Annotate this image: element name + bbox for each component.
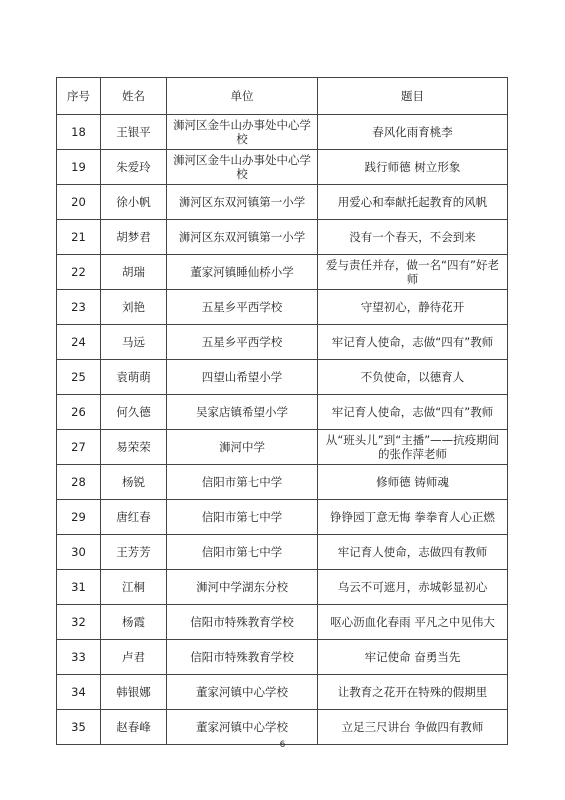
cell-unit: 信阳市第七中学: [167, 465, 318, 500]
cell-name: 胡瑞: [101, 255, 167, 290]
cell-number: 27: [57, 430, 101, 465]
cell-unit: 浉河区金牛山办事处中心学校: [167, 150, 318, 185]
cell-title: 从“班头儿”到“主播”——抗疫期间的张作萍老师: [318, 430, 508, 465]
cell-number: 24: [57, 325, 101, 360]
cell-unit: 董家河镇睡仙桥小学: [167, 255, 318, 290]
cell-name: 何久德: [101, 395, 167, 430]
cell-title: 乌云不可遮月，赤城彰显初心: [318, 570, 508, 605]
cell-title: 牢记使命 奋勇当先: [318, 640, 508, 675]
cell-title: 牢记育人使命，志做“四有”教师: [318, 325, 508, 360]
cell-name: 江桐: [101, 570, 167, 605]
table-row: [57, 255, 508, 290]
table-row: [57, 395, 508, 430]
cell-number: 30: [57, 535, 101, 570]
cell-number: 18: [57, 115, 101, 150]
cell-name: 朱爱玲: [101, 150, 167, 185]
cell-title: 呕心沥血化春雨 平凡之中见伟大: [318, 605, 508, 640]
cell-unit: 信阳市特殊教育学校: [167, 605, 318, 640]
cell-title: 春风化雨育桃李: [318, 115, 508, 150]
cell-title: 牢记育人使命，志做“四有”教师: [318, 395, 508, 430]
table-row: [57, 430, 508, 465]
table-row: [57, 640, 508, 675]
cell-unit: 信阳市第七中学: [167, 500, 318, 535]
table-header-row: [57, 78, 508, 115]
cell-name: 王银平: [101, 115, 167, 150]
cell-unit: 吴家店镇希望小学: [167, 395, 318, 430]
cell-title: 修师德 铸师魂: [318, 465, 508, 500]
cell-unit: 浉河中学: [167, 430, 318, 465]
cell-name: 王芳芳: [101, 535, 167, 570]
table-row: [57, 115, 508, 150]
cell-unit: 董家河镇中心学校: [167, 710, 318, 745]
table-row: [57, 360, 508, 395]
cell-unit: 浉河区金牛山办事处中心学校: [167, 115, 318, 150]
cell-number: 33: [57, 640, 101, 675]
cell-unit: 信阳市第七中学: [167, 535, 318, 570]
page-number: 6: [279, 740, 286, 750]
cell-unit: 信阳市特殊教育学校: [167, 640, 318, 675]
cell-name: 袁萌萌: [101, 360, 167, 395]
cell-name: 唐红春: [101, 500, 167, 535]
cell-name: 刘艳: [101, 290, 167, 325]
cell-number: 26: [57, 395, 101, 430]
cell-title: 不负使命，以德育人: [318, 360, 508, 395]
cell-number: 20: [57, 185, 101, 220]
cell-title: 没有一个春天，不会到来: [318, 220, 508, 255]
cell-unit: 五星乡平西学校: [167, 325, 318, 360]
table-row: [57, 185, 508, 220]
cell-title: 立足三尺讲台 争做四有教师: [318, 710, 508, 745]
cell-title: 践行师德 树立形象: [318, 150, 508, 185]
header-number: 序号: [57, 78, 101, 115]
header-name: 姓名: [101, 78, 167, 115]
cell-name: 韩银娜: [101, 675, 167, 710]
table-row: [57, 290, 508, 325]
cell-title: 让教育之花开在特殊的假期里: [318, 675, 508, 710]
cell-number: 23: [57, 290, 101, 325]
cell-number: 19: [57, 150, 101, 185]
cell-title: 守望初心，静待花开: [318, 290, 508, 325]
cell-name: 赵春峰: [101, 710, 167, 745]
table-body: [57, 115, 508, 745]
cell-number: 28: [57, 465, 101, 500]
cell-title: 牢记育人使命，志做四有教师: [318, 535, 508, 570]
cell-name: 马远: [101, 325, 167, 360]
cell-title: 铮铮园丁意无悔 拳拳育人心正燃: [318, 500, 508, 535]
cell-unit: 浉河区东双河镇第一小学: [167, 185, 318, 220]
header-title: 题目: [318, 78, 508, 115]
table-row: [57, 535, 508, 570]
cell-number: 22: [57, 255, 101, 290]
cell-number: 31: [57, 570, 101, 605]
table-row: [57, 570, 508, 605]
cell-name: 徐小帆: [101, 185, 167, 220]
cell-number: 32: [57, 605, 101, 640]
cell-number: 35: [57, 710, 101, 745]
cell-name: 易荣荣: [101, 430, 167, 465]
cell-name: 杨霞: [101, 605, 167, 640]
cell-unit: 四望山希望小学: [167, 360, 318, 395]
cell-unit: 浉河区东双河镇第一小学: [167, 220, 318, 255]
header-unit: 单位: [167, 78, 318, 115]
table-row: [57, 325, 508, 360]
table-row: [57, 605, 508, 640]
cell-name: 杨锐: [101, 465, 167, 500]
cell-name: 胡梦君: [101, 220, 167, 255]
cell-number: 34: [57, 675, 101, 710]
table-row: [57, 220, 508, 255]
roster-table: [56, 77, 508, 745]
table-row: [57, 150, 508, 185]
cell-name: 卢君: [101, 640, 167, 675]
cell-number: 25: [57, 360, 101, 395]
table-row: [57, 500, 508, 535]
cell-unit: 董家河镇中心学校: [167, 675, 318, 710]
table-row: [57, 465, 508, 500]
cell-title: 爱与责任并存，做一名“四有”好老师: [318, 255, 508, 290]
cell-title: 用爱心和奉献托起教育的风帆: [318, 185, 508, 220]
cell-number: 21: [57, 220, 101, 255]
cell-unit: 五星乡平西学校: [167, 290, 318, 325]
cell-number: 29: [57, 500, 101, 535]
cell-unit: 浉河中学湖东分校: [167, 570, 318, 605]
table-row: [57, 675, 508, 710]
